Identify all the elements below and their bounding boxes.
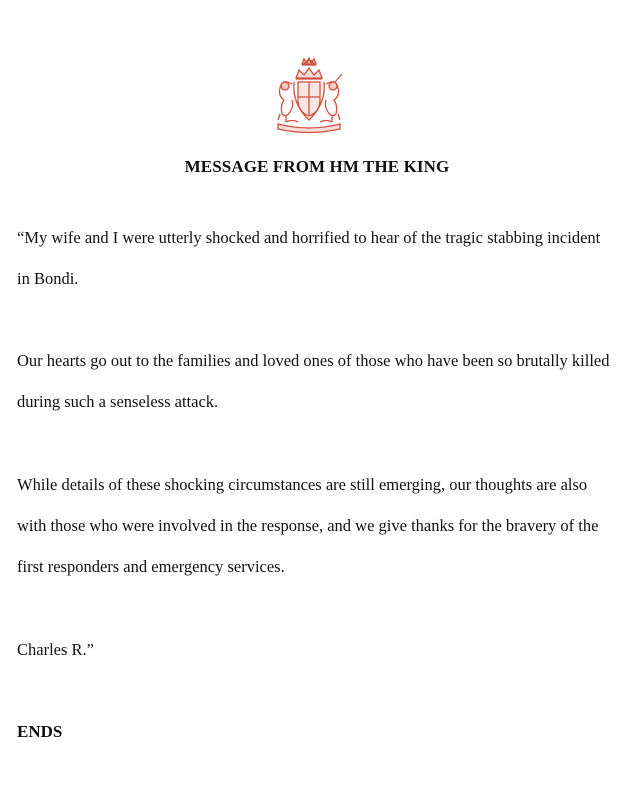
message-paragraph-1: “My wife and I were utterly shocked and horrified to hear of the tragic stabbing incident in Bondi. [17,228,601,288]
royal-coat-of-arms-icon [268,56,350,136]
message-paragraph-2: Our hearts go out to the families and loved ones of those who have been so brutally killed during such a senseless attack. [17,351,610,411]
ends-marker: ENDS [17,722,63,741]
message-paragraph-3: While details of these shocking circumstances are still emerging, our thoughts are also with those who were involved in the response, and we give thanks for the bravery of the first responders and emergency services. [17,475,599,576]
page-title: MESSAGE FROM HM THE KING [184,157,450,176]
signature: Charles R.” [17,640,94,659]
